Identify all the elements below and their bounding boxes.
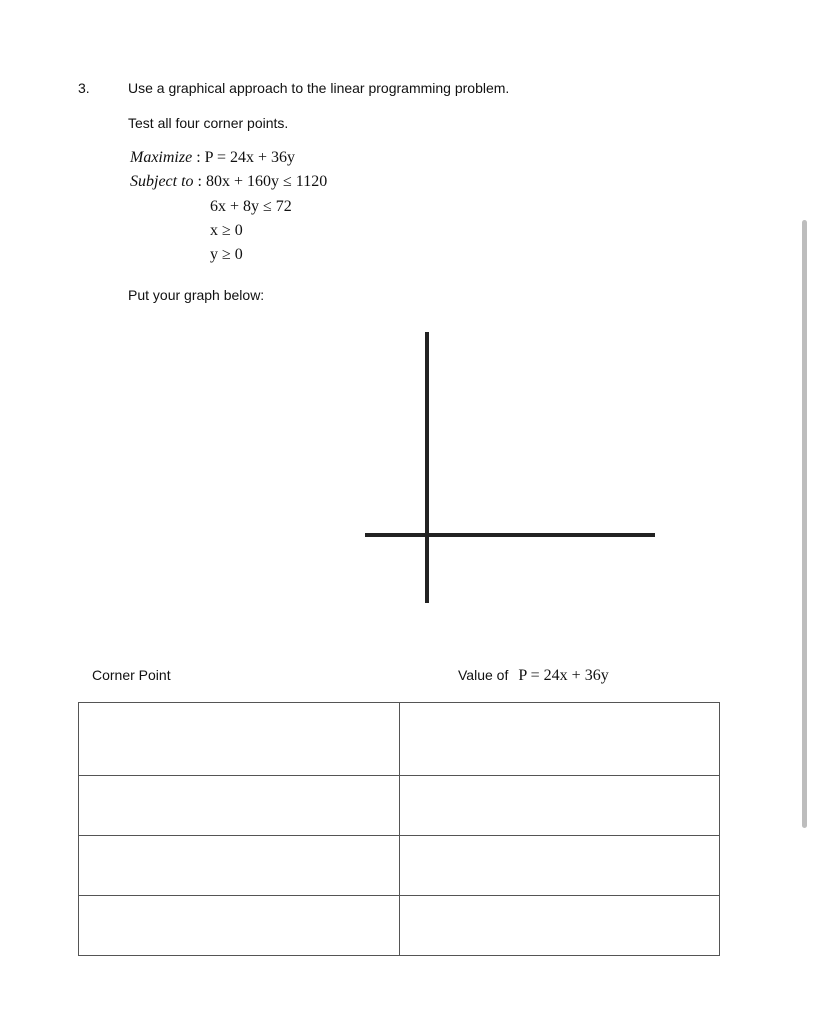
corner-cell[interactable] <box>79 776 400 836</box>
constraint-1: 80x + 160y ≤ 1120 <box>206 173 328 190</box>
value-cell[interactable] <box>400 896 720 956</box>
x-axis <box>365 533 655 537</box>
constraint-3: x ≥ 0 <box>210 222 243 239</box>
problem-instruction: Test all four corner points. <box>128 115 289 131</box>
objective-expr: P = 24x + 36y <box>204 149 296 166</box>
table-row <box>79 896 720 956</box>
constraint-4: y ≥ 0 <box>210 246 243 263</box>
value-cell[interactable] <box>400 776 720 836</box>
problem-number: 3. <box>78 80 90 96</box>
vertical-scrollbar[interactable] <box>802 220 807 828</box>
value-header-text: Value of <box>458 667 509 683</box>
table-row <box>79 703 720 776</box>
corner-cell[interactable] <box>79 896 400 956</box>
corner-point-table <box>78 702 720 956</box>
subject-to-line: Subject to : 80x + 160y ≤ 1120 <box>130 173 328 190</box>
objective-label: Maximize <box>130 149 193 166</box>
constraint-2: 6x + 8y ≤ 72 <box>210 198 292 215</box>
table-row <box>79 836 720 896</box>
problem-title: Use a graphical approach to the linear programming problem. <box>128 80 510 96</box>
table-row <box>79 776 720 836</box>
graph-instruction: Put your graph below: <box>128 287 265 303</box>
corner-cell[interactable] <box>79 703 400 776</box>
corner-cell[interactable] <box>79 836 400 896</box>
objective-line: Maximize : P = 24x + 36y <box>130 149 296 166</box>
value-cell[interactable] <box>400 836 720 896</box>
y-axis <box>425 332 429 603</box>
value-header <box>458 667 609 685</box>
value-cell[interactable] <box>400 703 720 776</box>
value-header-expr: P = 24x + 36y <box>518 667 609 684</box>
subject-to-label: Subject to <box>130 173 194 190</box>
corner-point-header: Corner Point <box>92 667 171 683</box>
